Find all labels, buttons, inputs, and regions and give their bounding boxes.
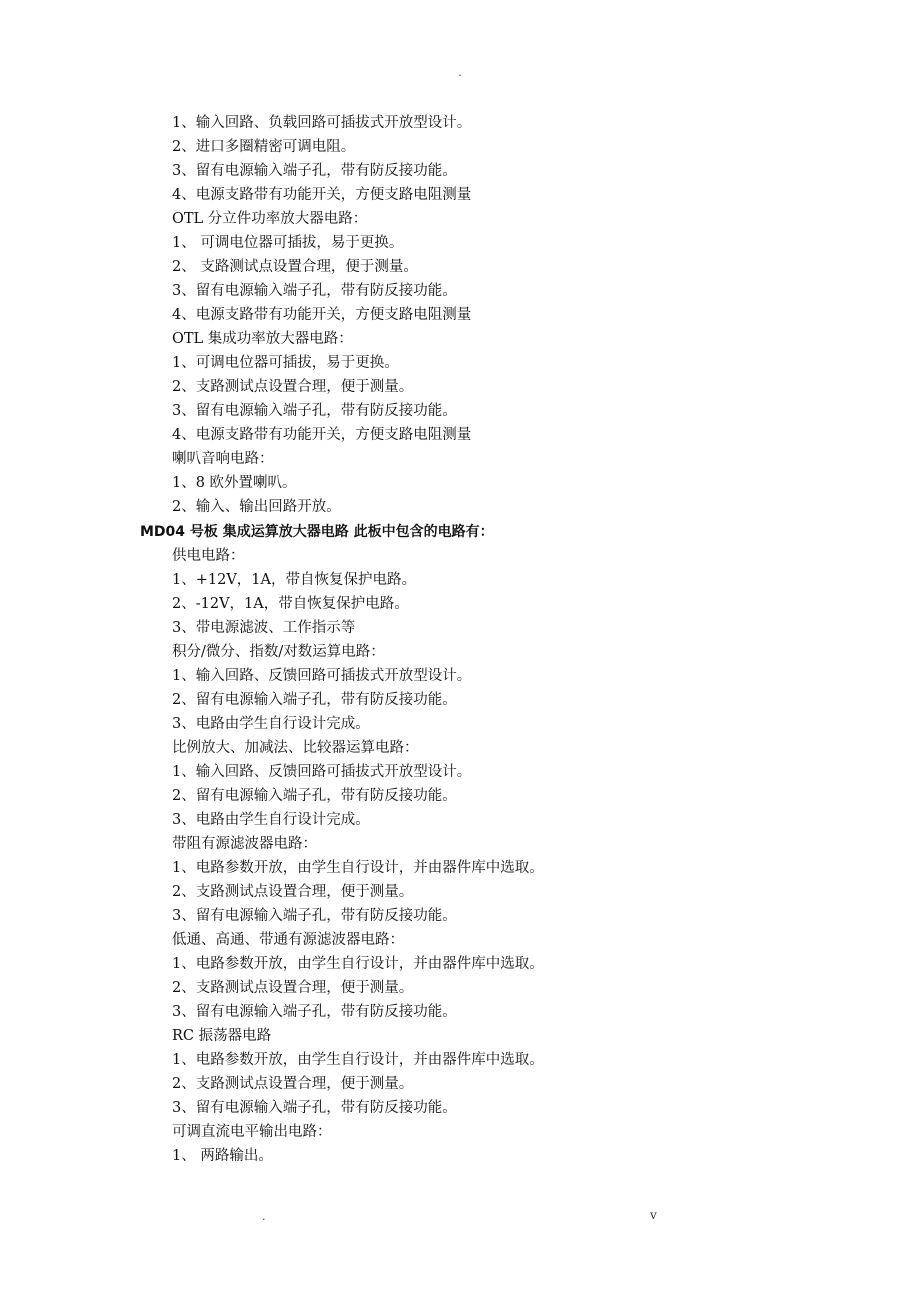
text-line: 1、输入回路、反馈回路可插拔式开放型设计。 bbox=[172, 668, 472, 684]
text-line: 2、进口多圈精密可调电阻。 bbox=[172, 139, 356, 155]
text-line: 1、 可调电位器可插拔，易于更换。 bbox=[172, 235, 404, 251]
text-line: 3、留有电源输入端子孔，带有防反接功能。 bbox=[172, 1004, 457, 1020]
text-line: 4、电源支路带有功能开关，方便支路电阻测量 bbox=[172, 187, 472, 203]
page-header-mark: . bbox=[458, 66, 462, 79]
text-line: 1、 两路输出。 bbox=[172, 1148, 273, 1164]
text-line: 2、支路测试点设置合理，便于测量。 bbox=[172, 379, 414, 395]
page-footer-mark: v bbox=[650, 1208, 657, 1222]
section-title: 喇叭音响电路： bbox=[172, 451, 274, 467]
text-line: 2、留有电源输入端子孔，带有防反接功能。 bbox=[172, 692, 457, 708]
text-line: 1、电路参数开放，由学生自行设计，并由器件库中选取。 bbox=[172, 1052, 544, 1068]
text-line: 3、留有电源输入端子孔，带有防反接功能。 bbox=[172, 163, 457, 179]
section-title: OTL 集成功率放大器电路： bbox=[172, 331, 353, 347]
text-line: 3、电路由学生自行设计完成。 bbox=[172, 716, 370, 732]
text-line: 1、+12V，1A，带自恢复保护电路。 bbox=[172, 572, 416, 588]
page-footer-dot: . bbox=[262, 1210, 266, 1223]
section-title: 比例放大、加减法、比较器运算电路： bbox=[172, 740, 419, 756]
text-line: 2、输入、输出回路开放。 bbox=[172, 499, 341, 515]
text-line: 2、-12V，1A，带自恢复保护电路。 bbox=[172, 596, 409, 612]
section-title: 供电电路： bbox=[172, 548, 245, 564]
text-line: 1、电路参数开放，由学生自行设计，并由器件库中选取。 bbox=[172, 860, 544, 876]
section-title: RC 振荡器电路 bbox=[172, 1028, 272, 1044]
section-title: 低通、高通、带通有源滤波器电路： bbox=[172, 932, 404, 948]
text-line: 4、电源支路带有功能开关，方便支路电阻测量 bbox=[172, 427, 472, 443]
text-line: 4、电源支路带有功能开关，方便支路电阻测量 bbox=[172, 307, 472, 323]
text-line: 1、可调电位器可插拔，易于更换。 bbox=[172, 355, 399, 371]
text-line: 2、支路测试点设置合理，便于测量。 bbox=[172, 1076, 414, 1092]
text-line: 3、电路由学生自行设计完成。 bbox=[172, 812, 370, 828]
text-line: 3、留有电源输入端子孔，带有防反接功能。 bbox=[172, 908, 457, 924]
section-title: 带阻有源滤波器电路： bbox=[172, 836, 317, 852]
section-title: OTL 分立件功率放大器电路： bbox=[172, 211, 368, 227]
text-line: 3、带电源滤波、工作指示等 bbox=[172, 620, 356, 636]
text-line: 2、 支路测试点设置合理，便于测量。 bbox=[172, 259, 418, 275]
text-line: 2、支路测试点设置合理，便于测量。 bbox=[172, 884, 414, 900]
section-title: 可调直流电平输出电路： bbox=[172, 1124, 332, 1140]
text-line: 3、留有电源输入端子孔，带有防反接功能。 bbox=[172, 1100, 457, 1116]
board-heading: MD04 号板 集成运算放大器电路 此板中包含的电路有： bbox=[140, 524, 494, 540]
text-line: 1、电路参数开放，由学生自行设计，并由器件库中选取。 bbox=[172, 956, 544, 972]
text-line: 3、留有电源输入端子孔，带有防反接功能。 bbox=[172, 283, 457, 299]
text-line: 1、8 欧外置喇叭。 bbox=[172, 475, 297, 491]
text-line: 1、输入回路、负载回路可插拔式开放型设计。 bbox=[172, 115, 472, 131]
section-title: 积分/微分、指数/对数运算电路： bbox=[172, 644, 385, 660]
text-line: 2、支路测试点设置合理，便于测量。 bbox=[172, 980, 414, 996]
text-line: 3、留有电源输入端子孔，带有防反接功能。 bbox=[172, 403, 457, 419]
text-line: 2、留有电源输入端子孔，带有防反接功能。 bbox=[172, 788, 457, 804]
text-line: 1、输入回路、反馈回路可插拔式开放型设计。 bbox=[172, 764, 472, 780]
